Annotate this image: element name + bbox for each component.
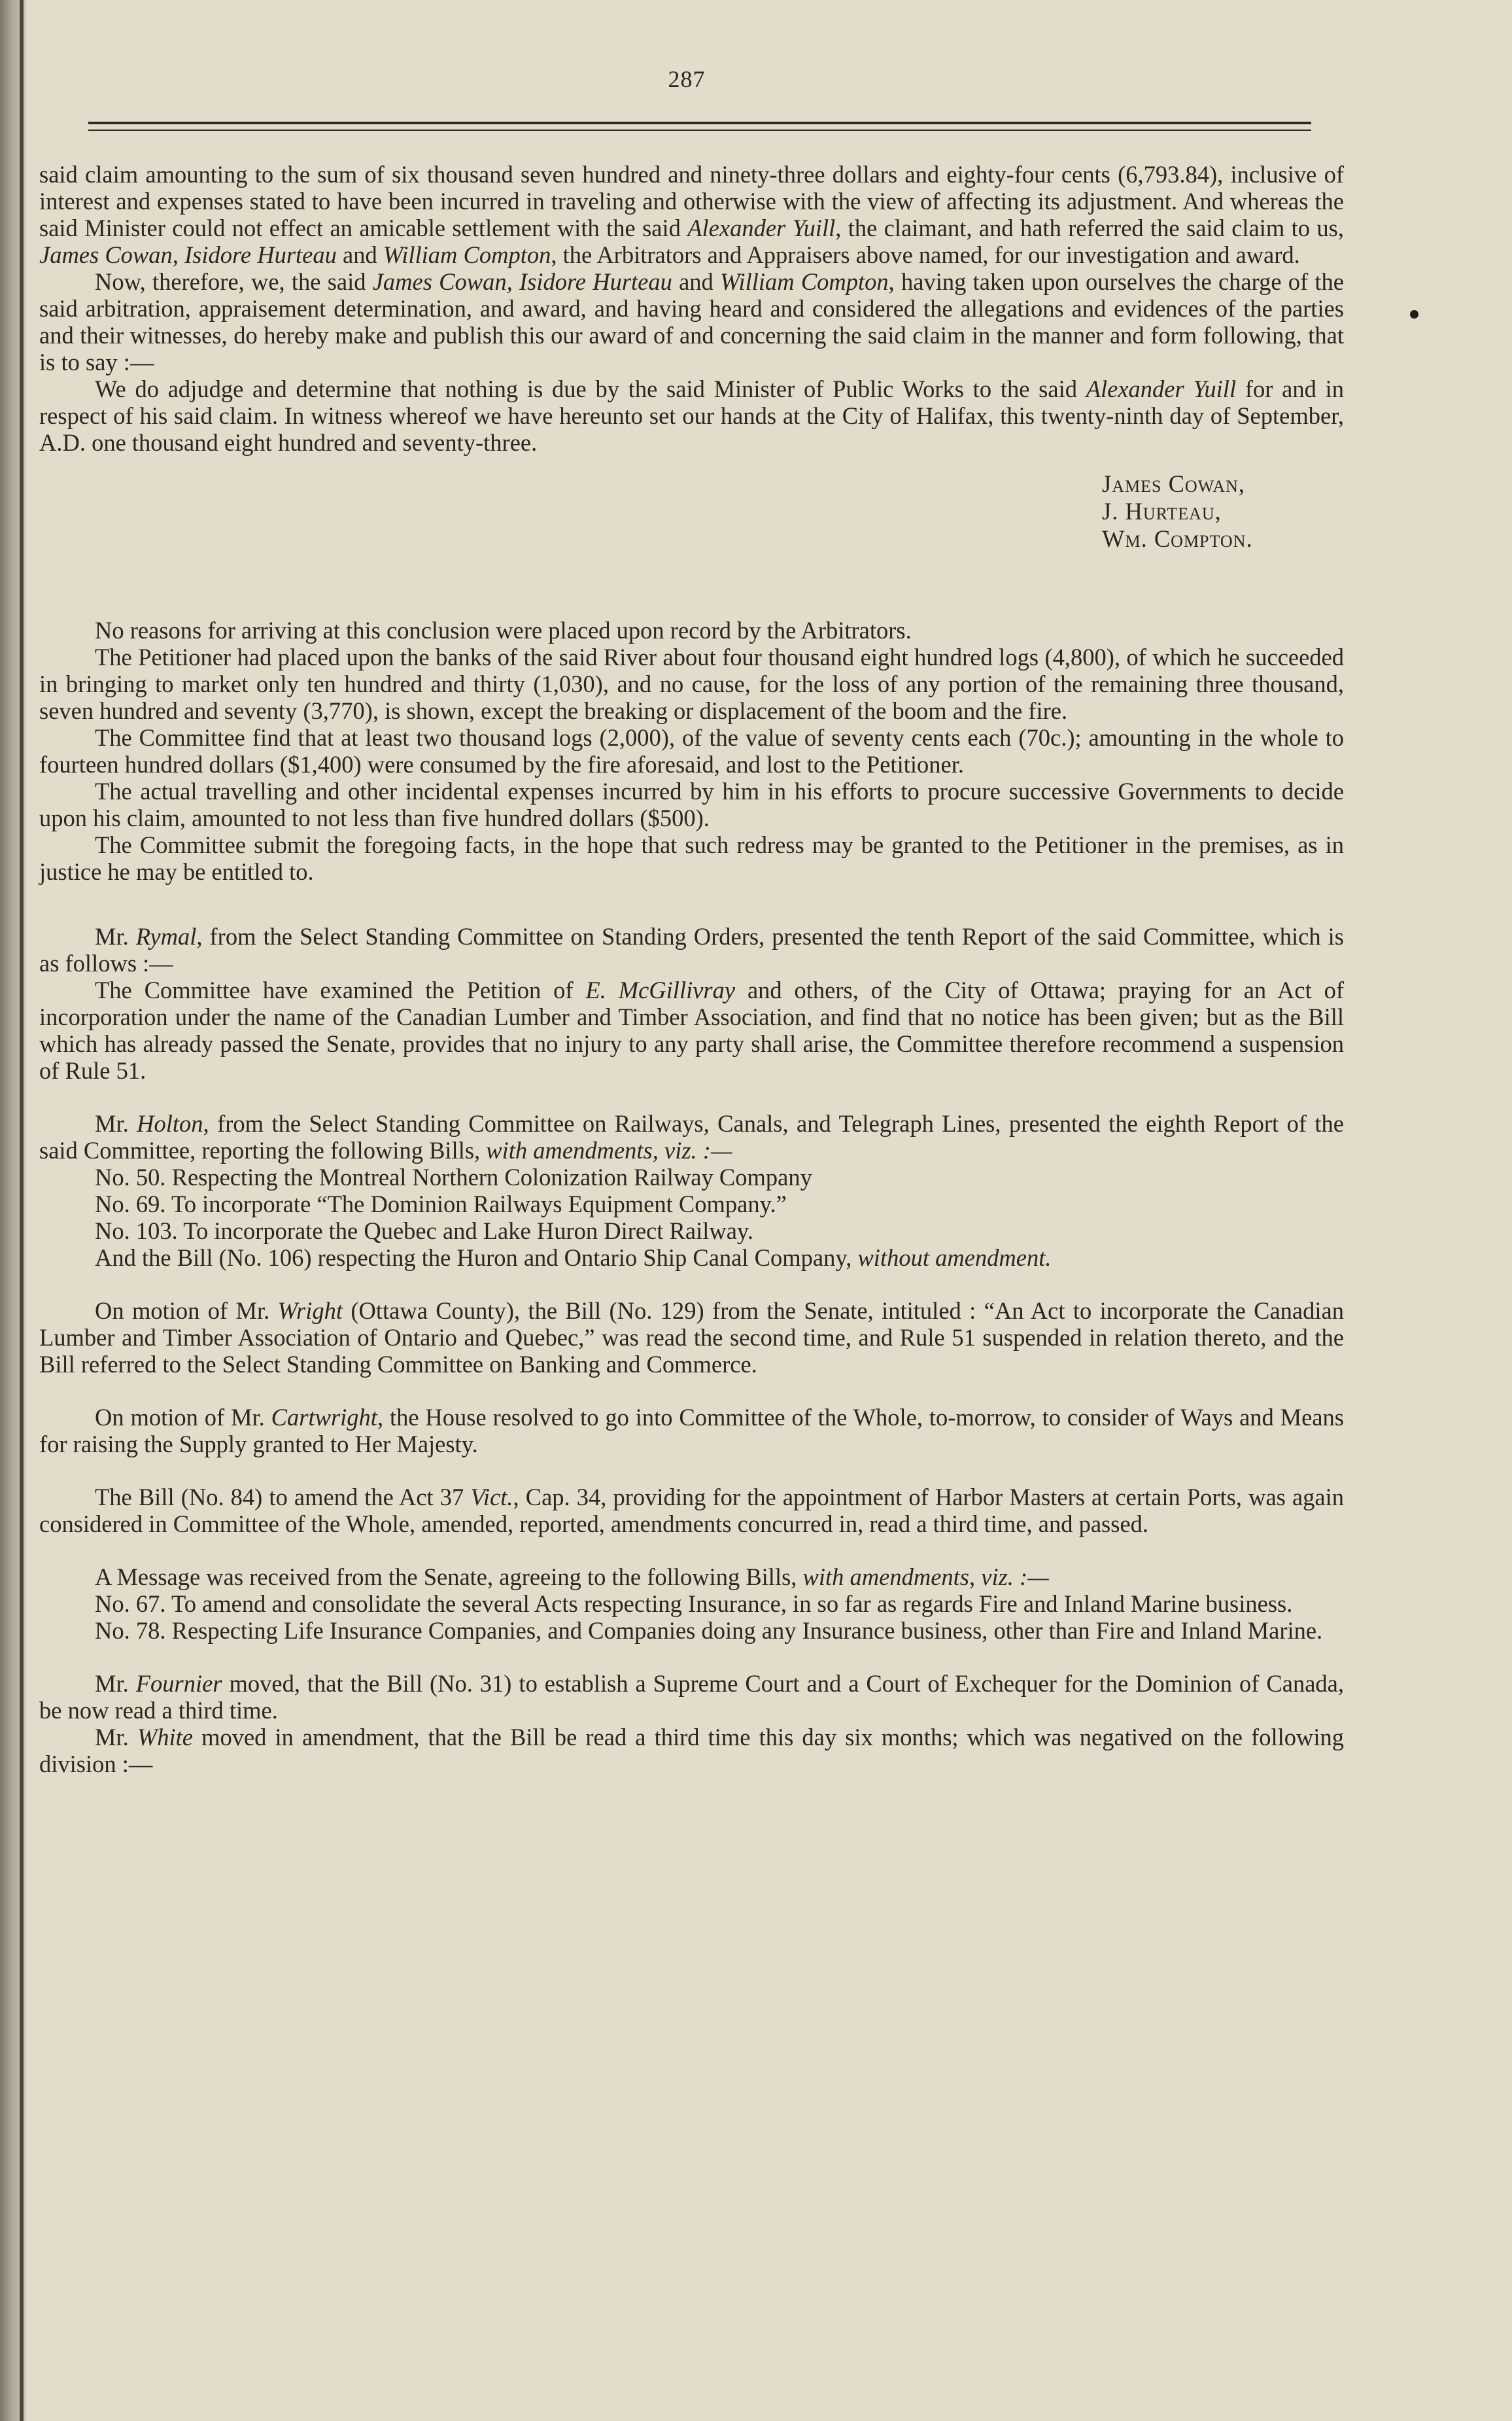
page-number: 287	[668, 66, 706, 92]
paragraph-committee-find: The Committee find that at least two thousand logs (2,000), of the value of seventy cents each (70c.); amounting in the whole to fourteen hundred dollars ($1,400) were consumed by the fire aforesaid, and lost to the Petitioner.	[39, 724, 1344, 778]
paragraph-cartwright-motion: On motion of Mr. Cartwright, the House resolved to go into Committee of the Whole, to-morrow, to consider of Ways and Means for raising the Supply granted to Her Majesty.	[39, 1404, 1344, 1457]
paragraph-senate-message: A Message was received from the Senate, agreeing to the following Bills, with amendments, viz. :—	[95, 1563, 1049, 1590]
bill-item: No. 78. Respecting Life Insurance Companies, and Companies doing any Insurance business, other than Fire and Inland Marine.	[95, 1617, 1323, 1644]
header-rule	[88, 122, 1311, 124]
signature-line: J. Hurteau,	[1102, 498, 1222, 525]
paragraph-committee-submit: The Committee submit the foregoing facts, in the hope that such redress may be granted to the Petitioner in the premises, as in justice he may be entitled to.	[39, 831, 1344, 885]
bill-item: No. 50. Respecting the Montreal Northern Colonization Railway Company	[95, 1164, 812, 1191]
person-name: Holton	[137, 1110, 203, 1137]
person-name: Fournier	[135, 1670, 222, 1697]
person-name: William Compton	[720, 268, 889, 295]
paragraph-petitioner-logs: The Petitioner had placed upon the banks of the said River about four thousand eight hundred logs (4,800), of which he succeeded in bringing to market only ten hundred and thirty (1,030), and no cause, for the loss of any portion of the remaining three thousand, seven hundred and seventy (3,770), is shown, except the breaking or displacement of the boom and the fire.	[39, 644, 1344, 724]
paragraph-no-reasons: No reasons for arriving at this conclusion were placed upon record by the Arbitrators.	[95, 617, 912, 644]
paragraph-harbor-masters-bill: The Bill (No. 84) to amend the Act 37 Vict., Cap. 34, providing for the appointment of Harbor Masters at certain Ports, was again considered in Committee of the Whole, amended, reported, amendments concurred in, read a third time, and passed.	[39, 1484, 1344, 1537]
page-body	[39, 161, 1344, 1777]
bill-item: No. 69. To incorporate “The Dominion Railways Equipment Company.”	[95, 1191, 787, 1217]
signature-line: Wm. Compton.	[1102, 525, 1253, 552]
ink-dot	[1410, 310, 1418, 319]
person-name: Wright	[277, 1297, 343, 1324]
person-name: Cartwright	[271, 1404, 377, 1431]
bill-item: And the Bill (No. 106) respecting the Huron and Ontario Ship Canal Company, without amendment.	[95, 1244, 1052, 1271]
person-name: Alexander Yuill	[687, 215, 836, 241]
paragraph-now-therefore: Now, therefore, we, the said James Cowan, Isidore Hurteau and William Compton, having taken upon ourselves the charge of the said arbitration, appraisement determination, and award, and having heard and considered the allegations and evidences of the parties and their witnesses, do hereby make and publish this our award of and concerning the said claim in the manner and form following, that is to say :—	[39, 268, 1344, 375]
paragraph-wright-motion: On motion of Mr. Wright (Ottawa County), the Bill (No. 129) from the Senate, intituled : “An Act to incorporate the Canadian Lumber and Timber Association of Ontario and Quebec,” was read the second time, and Rule 51 suspended in relation thereto, and the Bill referred to the Select Standing Committee on Banking and Commerce.	[39, 1297, 1344, 1378]
bill-item: No. 103. To incorporate the Quebec and Lake Huron Direct Railway.	[95, 1217, 753, 1244]
person-name: Rymal	[135, 923, 197, 950]
paragraph-mcgillivray-petition: The Committee have examined the Petition of E. McGillivray and others, of the City of Ottawa; praying for an Act of incorporation under the name of the Canadian Lumber and Timber Association, and find that no notice has been given; but as the Bill which has already passed the Senate, provides that no injury to any party shall arise, the Committee therefore recommend a suspension of Rule 51.	[39, 977, 1344, 1084]
paragraph-white-amendment: Mr. White moved in amendment, that the Bill be read a third time this day six months; which was negatived on the following division :—	[39, 1724, 1344, 1777]
paragraph-expenses: The actual travelling and other incidental expenses incurred by him in his efforts to procure successive Governments to decide upon his claim, amounted to not less than five hundred dollars ($500).	[39, 778, 1344, 831]
paragraph-award-claim: said claim amounting to the sum of six thousand seven hundred and ninety-three dollars and eighty-four cents (6,793.84), inclusive of interest and expenses stated to have been incurred in traveling and otherwise with the view of affecting its adjustment. And whereas the said Minister could not effect an amicable settlement with the said Alexander Yuill, the claimant, and hath referred the said claim to us, James Cowan, Isidore Hurteau and William Compton, the Arbitrators and Appraisers above named, for our investigation and award.	[39, 161, 1344, 268]
paragraph-rymal-report: Mr. Rymal, from the Select Standing Committee on Standing Orders, presented the tenth Report of the said Committee, which is as follows :—	[39, 923, 1344, 977]
paragraph-adjudge: We do adjudge and determine that nothing is due by the said Minister of Public Works to the said Alexander Yuill for and in respect of his said claim. In witness whereof we have hereunto set our hands at the City of Halifax, this twenty-ninth day of September, A.D. one thousand eight hundred and seventy-three.	[39, 375, 1344, 456]
arbitrator-signatures	[39, 470, 1344, 553]
bill-item: No. 67. To amend and consolidate the several Acts respecting Insurance, in so far as regards Fire and Inland Marine business.	[95, 1590, 1293, 1617]
paragraph-holton-report: Mr. Holton, from the Select Standing Committee on Railways, Canals, and Telegraph Lines, presented the eighth Report of the said Committee, reporting the following Bills, with amendments, viz. :—	[39, 1110, 1344, 1164]
person-name: E. McGillivray	[585, 977, 736, 1003]
person-name: William Compton	[383, 241, 551, 268]
person-name: White	[137, 1724, 193, 1750]
paragraph-fournier-motion: Mr. Fournier moved, that the Bill (No. 31) to establish a Supreme Court and a Court of Exchequer for the Dominion of Canada, be now read a third time.	[39, 1670, 1344, 1724]
signature-line: James Cowan,	[1102, 470, 1246, 497]
person-name: Alexander Yuill	[1086, 375, 1237, 402]
person-name: James Cowan, Isidore Hurteau	[372, 268, 672, 295]
header-rule-thin	[88, 130, 1311, 131]
person-name: James Cowan, Isidore Hurteau	[39, 241, 337, 268]
binding-line	[20, 0, 24, 2421]
